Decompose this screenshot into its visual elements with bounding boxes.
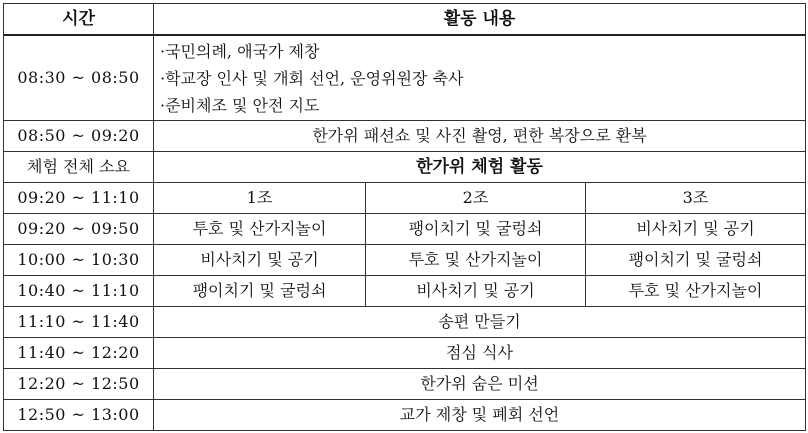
opening-time: 08:30 ~ 08:50	[4, 35, 154, 121]
rotation-row	[4, 245, 806, 276]
schedule-table	[3, 3, 806, 431]
opening-item: ·국민의례, 애국가 제창	[160, 41, 320, 61]
header-activity: 활동 내용	[154, 4, 806, 36]
rotation-cell: 투호 및 산가지놀이	[366, 245, 586, 276]
row-activity: 한가위 숨은 미션	[154, 369, 806, 400]
table-row	[4, 400, 806, 431]
rotation-cell: 팽이치기 및 굴렁쇠	[586, 245, 806, 276]
rotation-row	[4, 276, 806, 307]
group-label: 1조	[154, 183, 366, 214]
rotation-cell: 비사치기 및 공기	[586, 214, 806, 245]
table-row	[4, 121, 806, 152]
group-label: 3조	[586, 183, 806, 214]
rotation-cell: 비사치기 및 공기	[366, 276, 586, 307]
opening-activity-list	[154, 35, 806, 121]
rotation-time: 10:40 ~ 11:10	[4, 276, 154, 307]
row-time: 11:40 ~ 12:20	[4, 338, 154, 369]
row-activity: 한가위 패션쇼 및 사진 촬영, 편한 복장으로 환복	[154, 121, 806, 152]
group-label: 2조	[366, 183, 586, 214]
experience-title: 한가위 체험 활동	[154, 152, 806, 183]
rotation-cell: 팽이치기 및 굴렁쇠	[366, 214, 586, 245]
experience-time: 09:20 ~ 11:10	[4, 183, 154, 214]
row-time: 12:20 ~ 12:50	[4, 369, 154, 400]
table-row	[4, 369, 806, 400]
header-row	[4, 4, 806, 36]
experience-groups-row	[4, 183, 806, 214]
experience-title-row	[4, 152, 806, 183]
rotation-time: 09:20 ~ 09:50	[4, 214, 154, 245]
row-time: 11:10 ~ 11:40	[4, 307, 154, 338]
table-row	[4, 338, 806, 369]
opening-item: ·학교장 인사 및 개회 선언, 운영위원장 축사	[160, 68, 464, 88]
row-time: 12:50 ~ 13:00	[4, 400, 154, 431]
rotation-cell: 투호 및 산가지놀이	[154, 214, 366, 245]
opening-row	[4, 35, 806, 121]
experience-time-label: 체험 전체 소요	[4, 152, 154, 183]
rotation-cell: 비사치기 및 공기	[154, 245, 366, 276]
rotation-cell: 투호 및 산가지놀이	[586, 276, 806, 307]
rotation-row	[4, 214, 806, 245]
row-activity: 점심 식사	[154, 338, 806, 369]
row-activity: 교가 제창 및 폐회 선언	[154, 400, 806, 431]
rotation-cell: 팽이치기 및 굴렁쇠	[154, 276, 366, 307]
rotation-time: 10:00 ~ 10:30	[4, 245, 154, 276]
header-time: 시간	[4, 4, 154, 36]
opening-item: ·준비체조 및 안전 지도	[160, 95, 320, 115]
row-activity: 송편 만들기	[154, 307, 806, 338]
row-time: 08:50 ~ 09:20	[4, 121, 154, 152]
table-row	[4, 307, 806, 338]
